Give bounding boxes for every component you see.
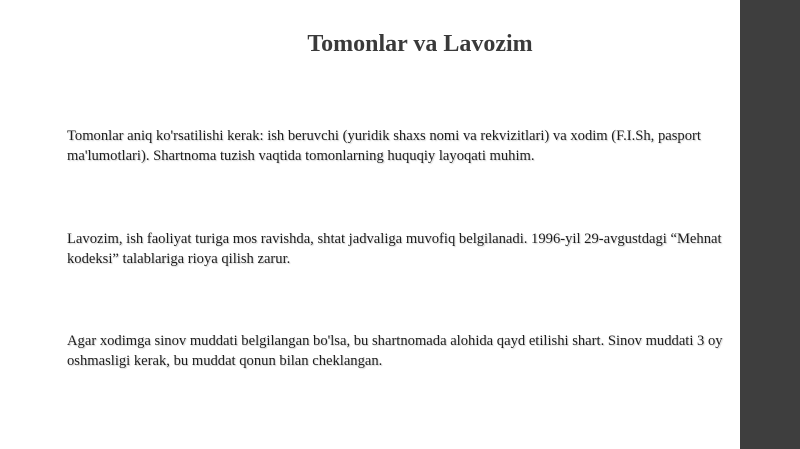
paragraph-line: Agar xodimga sinov muddati belgilangan bo'lsa, bu shartnomada alohida qayd etilishi shart. Sinov muddati 3 oy (67, 333, 723, 349)
paragraph-probation (67, 331, 740, 371)
paragraph-line: ma'lumotlari). Shartnoma tuzish vaqtida tomonlarning huquqiy layoqati muhim. (67, 148, 535, 164)
paragraph-line: oshmasligi kerak, bu muddat qonun bilan cheklangan. (67, 353, 383, 369)
paragraph-line: Tomonlar aniq ko'rsatilishi kerak: ish beruvchi (yuridik shaxs nomi va rekvizitlari) va xodim (F.I.Sh, pasport (67, 128, 701, 144)
paragraph-position (67, 229, 740, 269)
slide-title: Tomonlar va Lavozim (307, 31, 533, 57)
paragraph-line: kodeksi” talablariga rioya qilish zarur. (67, 251, 291, 267)
dark-side-panel (740, 0, 800, 449)
paragraph-line: Lavozim, ish faoliyat turiga mos ravishda, shtat jadvaliga muvofiq belgilanadi. 1996-yil 29-avgustdagi “Mehnat (67, 231, 722, 247)
paragraph-parties (67, 126, 740, 166)
